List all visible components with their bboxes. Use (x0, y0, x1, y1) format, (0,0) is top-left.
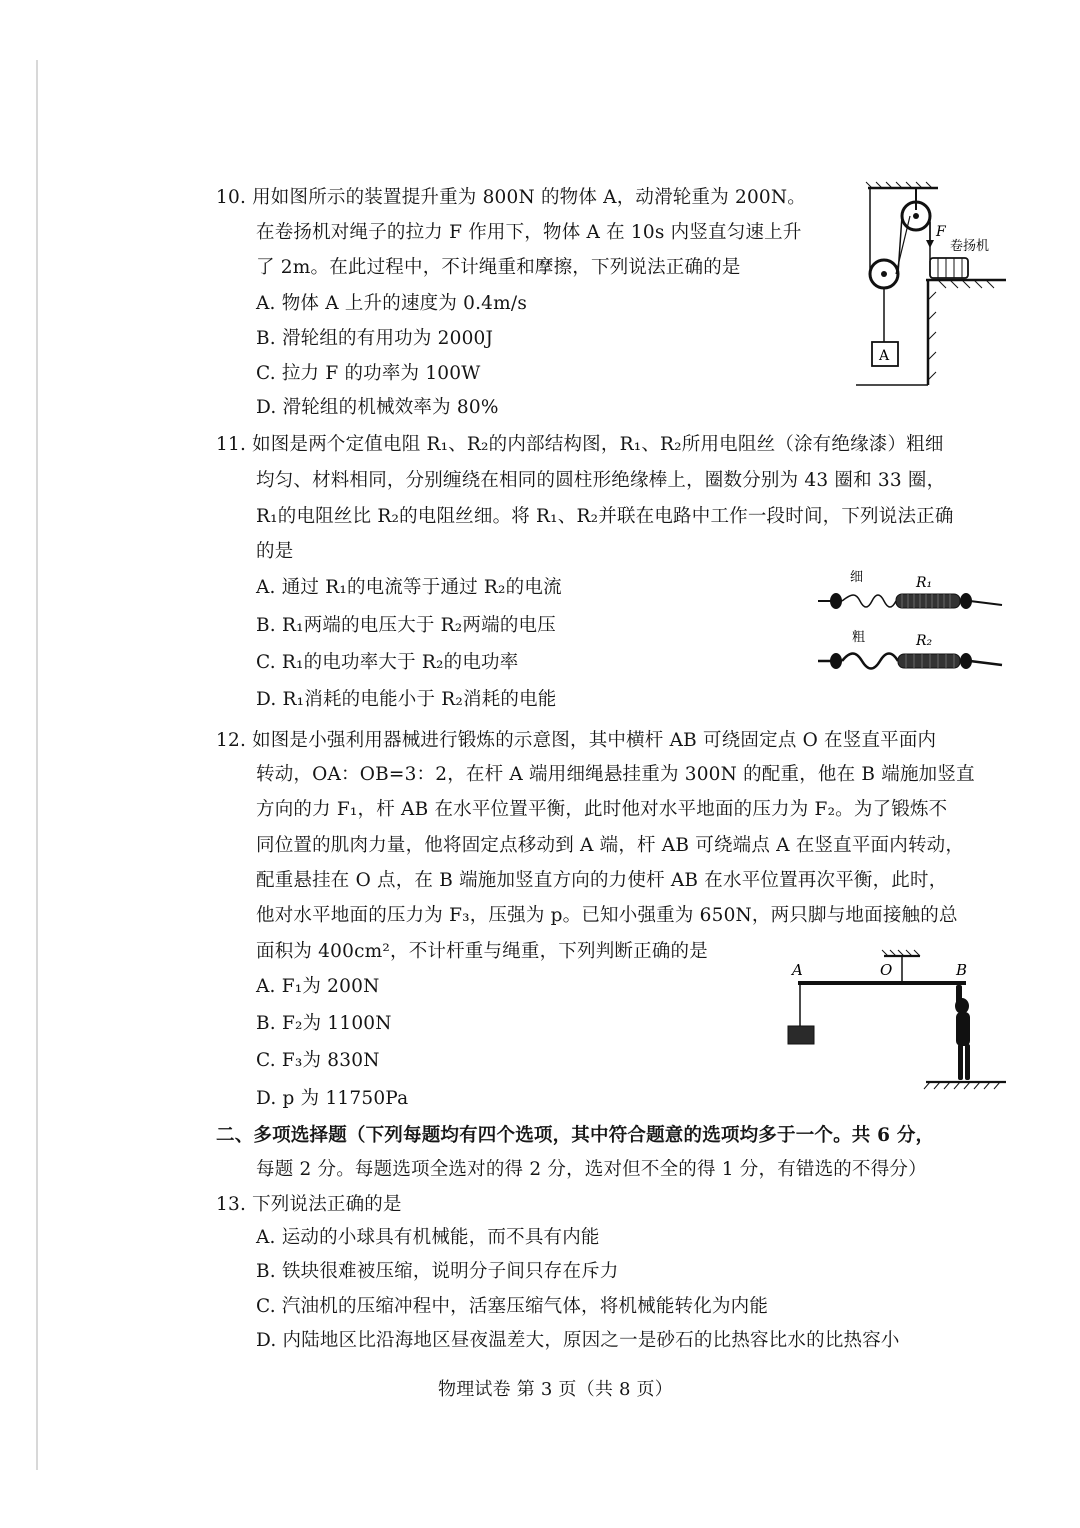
q13-option-d: D. 内陆地区比沿海地区昼夜温差大，原因之一是砂石的比热容比水的比热容小 (256, 1330, 900, 1351)
q10-option-c: C. 拉力 F 的功率为 100W (256, 363, 481, 384)
section2-heading-line-1: 二、多项选择题（下列每题均有四个选项，其中符合题意的选项均多于一个。共 6 分， (216, 1125, 935, 1146)
lever-bar-ab (798, 981, 966, 985)
q12-stem-line-7: 面积为 400cm²，不计杆重与绳重，下列判断正确的是 (256, 941, 708, 962)
counterweight-block (788, 1026, 814, 1044)
q12-option-a: A. F₁为 200N (256, 976, 380, 997)
q10-stem-line-3: 了 2m。在此过程中，不计绳重和摩擦，下列说法正确的是 (256, 257, 741, 278)
q11-resistor-figure (812, 565, 1010, 675)
q11-thick-label: 粗 (852, 630, 866, 645)
q12-stem-line-5: 配重悬挂在 O 点，在 B 端施加竖直方向的力使杆 AB 在水平位置再次平衡，此时， (256, 870, 948, 891)
q11-option-b: B. R₁两端的电压大于 R₂两端的电压 (256, 615, 556, 636)
q12-option-b: B. F₂为 1100N (256, 1013, 392, 1034)
q10-option-b: B. 滑轮组的有用功为 2000J (256, 328, 494, 349)
q12-option-c: C. F₃为 830N (256, 1050, 380, 1071)
q11-stem-line-3: R₁的电阻丝比 R₂的电阻丝细。将 R₁、R₂并联在电路中工作一段时间，下列说法正确 (256, 506, 954, 527)
q12-label-a: A (792, 961, 803, 979)
q11-r2-label: R₂ (916, 633, 933, 649)
q12-stem-line-1: 12. 如图是小强利用器械进行锻炼的示意图，其中横杆 AB 可绕固定点 O 在竖直平面内 (216, 730, 937, 751)
q12-label-o: O (880, 961, 893, 979)
q11-stem-line-4: 的是 (256, 541, 294, 562)
q11-r1-label: R₁ (916, 575, 933, 591)
q10-option-a: A. 物体 A 上升的速度为 0.4m/s (256, 293, 528, 314)
q11-stem-line-2: 均匀、材料相同，分别缠绕在相同的圆柱形绝缘棒上，圈数分别为 43 圈和 33 圈， (256, 470, 946, 491)
r1-body (896, 594, 960, 608)
q12-stem-line-6: 他对水平地面的压力为 F₃，压强为 p。已知小强重为 650N，两只脚与地面接触的总 (256, 905, 958, 926)
q11-stem-line-1: 11. 如图是两个定值电阻 R₁、R₂的内部结构图，R₁、R₂所用电阻丝（涂有绝缘漆）粗细 (216, 434, 944, 455)
q13-option-b: B. 铁块很难被压缩，说明分子间只存在斥力 (256, 1261, 619, 1282)
q13-stem: 13. 下列说法正确的是 (216, 1194, 402, 1215)
q10-object-label: A (879, 348, 890, 364)
q11-option-c: C. R₁的电功率大于 R₂的电功率 (256, 652, 519, 673)
q11-thin-label: 细 (850, 570, 864, 585)
q12-lever-figure (780, 948, 1010, 1090)
q12-option-d: D. p 为 11750Pa (256, 1088, 409, 1109)
q13-option-c: C. 汽油机的压缩冲程中，活塞压缩气体，将机械能转化为内能 (256, 1296, 769, 1317)
q10-winch-label: 卷扬机 (950, 239, 990, 254)
q10-option-d: D. 滑轮组的机械效率为 80% (256, 397, 499, 418)
q13-option-a: A. 运动的小球具有机械能，而不具有内能 (256, 1227, 600, 1248)
q10-pulley-figure (846, 180, 1016, 395)
q12-stem-line-2: 转动，OA：OB=3：2，在杆 A 端用细绳悬挂重为 300N 的配重，他在 B 端施加竖直 (256, 764, 975, 785)
q10-stem-line-2: 在卷扬机对绳子的拉力 F 作用下，物体 A 在 10s 内竖直匀速上升 (256, 222, 802, 243)
page-footer: 物理试卷 第 3 页（共 8 页） (438, 1379, 673, 1400)
scan-edge-line (36, 60, 38, 1470)
person-silhouette (955, 985, 970, 1080)
q12-stem-line-3: 方向的力 F₁，杆 AB 在水平位置平衡，此时他对水平地面的压力为 F₂。为了锻炼不 (256, 799, 948, 820)
q12-label-b: B (956, 961, 968, 979)
r2-body (898, 654, 960, 668)
q11-option-a: A. 通过 R₁的电流等于通过 R₂的电流 (256, 577, 562, 598)
q10-force-label: F (936, 224, 946, 240)
q10-stem-line-1: 10. 用如图所示的装置提升重为 800N 的物体 A，动滑轮重为 200N。 (216, 187, 806, 208)
q12-stem-line-4: 同位置的肌肉力量，他将固定点移动到 A 端，杆 AB 可绕端点 A 在竖直平面内转动， (256, 835, 965, 856)
section2-heading-line-2: 每题 2 分。每题选项全选对的得 2 分，选对但不全的得 1 分，有错选的不得分） (256, 1159, 927, 1180)
q11-option-d: D. R₁消耗的电能小于 R₂消耗的电能 (256, 689, 557, 710)
